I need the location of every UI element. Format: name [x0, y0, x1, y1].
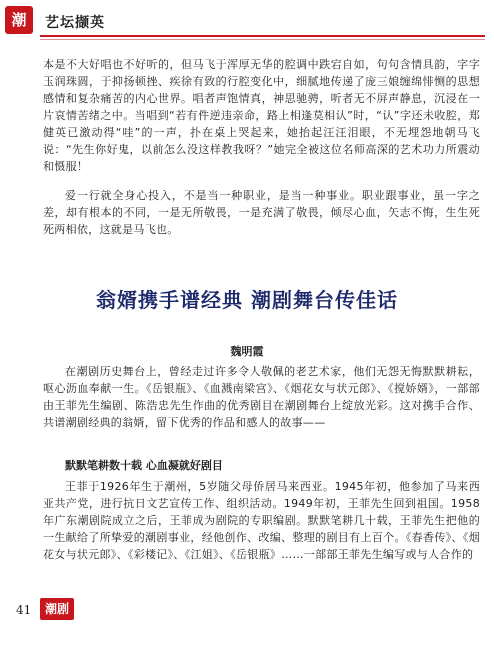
header-divider-thin	[40, 39, 485, 40]
continued-paragraph-1: 本是不大好唱也不好听的，但马飞于浑厚无华的腔调中跌宕自如，句句含情具韵，字字玉润珠圆，于抑扬顿挫、疾徐有致的行腔变化中，细腻地传递了庞三娘缠绵悱恻的思想感情和复杂痛苦的内心世界。唱者声饱情真，神思驰骋，听者无不屏声静息，沉浸在一片哀情苦绪之中。当唱到“若有件逆违亲命，路上相逢莫相认”时，“认”字还未收腔，郑健英已激动得“哇”的一声，扑在桌上哭起来，她抬起汪汪泪眼，不无埋怨地朝马飞说：“先生你好鬼，以前怎么没这样教我呀？”她完全被这位名师高深的艺术功力所震动和慑服！	[43, 58, 480, 173]
header-divider	[40, 35, 485, 37]
page-header	[0, 0, 494, 56]
article-paragraph: 王菲于1926年生于潮州，5岁随父母侨居马来西亚。1945年初，他参加了马来西亚共产党，进行抗日文艺宣传工作、组织活动。1949年初，王菲先生回到祖国。1958年广东潮剧院成立之后，王菲成为剧院的专职编剧。默默笔耕几十载，王菲先生把他的一生献给了所挚爱的潮剧事业，经他创作、改编、整理的剧目有上百个。《春香传》、《烟花女与状元郎》、《彩楼记》、《江姐》、《岳银瓶》……一部部王菲先生编写或与人合作的	[43, 480, 480, 561]
magazine-logo-seal: 潮	[5, 6, 33, 34]
page-number: 41	[16, 603, 32, 617]
article-title: 翁婿携手谱经典 潮剧舞台传佳话	[96, 288, 398, 312]
continued-paragraph-2: 爱一行就全身心投入，不是当一种职业，是当一种事业。职业跟事业，虽一字之差，却有根本的不同，一是无所敬畏，一是充满了敬畏，倾尽心血，矢志不悔，生生死死两相依，这就是马飞也。	[43, 189, 480, 236]
article-subheading: 默默笔耕数十载 心血凝就好剧目	[65, 459, 223, 472]
article-author: 魏明霞	[230, 345, 264, 358]
section-title: 艺坛撷英	[45, 15, 105, 31]
article-intro: 在潮剧历史舞台上，曾经走过许多令人敬佩的老艺术家，他们无怨无悔默默耕耘，呕心沥血奉献一生。《岳银瓶》、《血溅南梁宫》、《烟花女与状元郎》、《搅娇婿》，一部部由王菲先生编剧、陈浩忠先生作曲的优秀剧目在潮剧舞台上绽放光彩。这对携手合作、共谱潮剧经典的翁婿，留下优秀的作品和感人的故事——	[43, 365, 480, 429]
footer-logo: 潮剧	[40, 598, 74, 620]
